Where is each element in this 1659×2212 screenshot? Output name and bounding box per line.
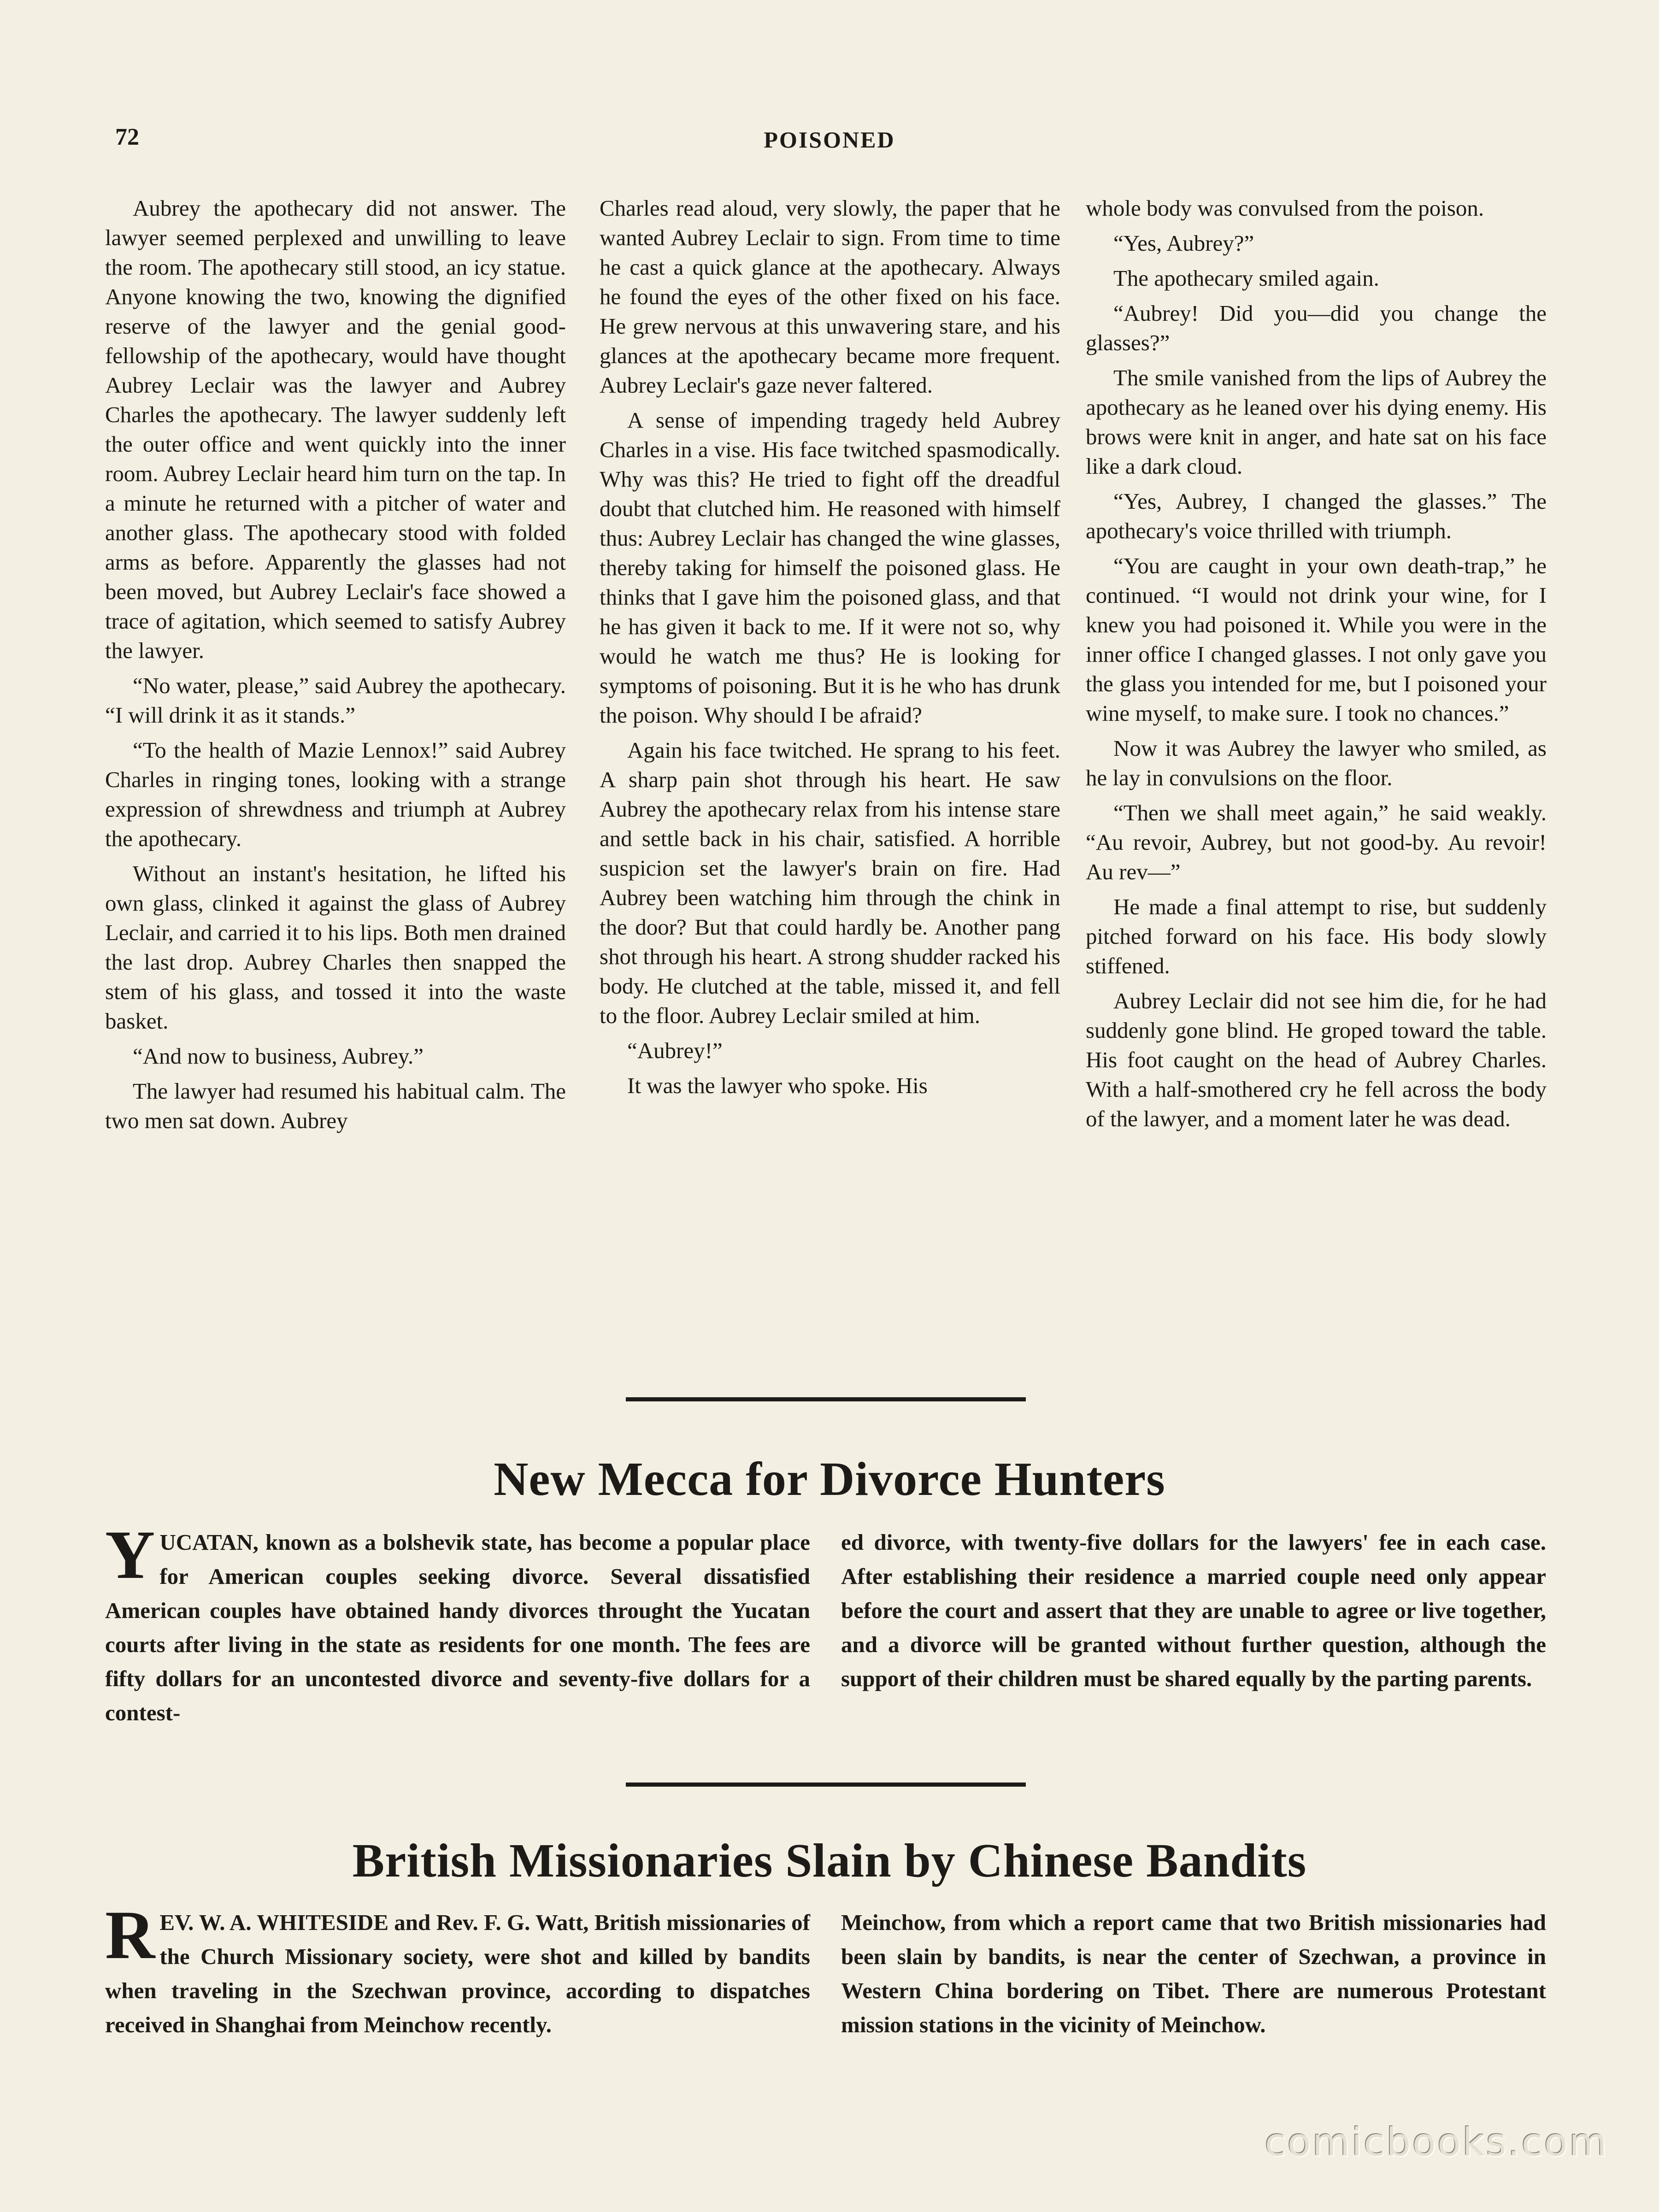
story-column-3: [1086, 194, 1547, 1139]
paragraph: “Yes, Aubrey, I changed the glasses.” The apothecary's voice thrilled with triumph.: [1086, 488, 1547, 543]
paragraph: Without an instant's hesitation, he lifted his own glass, clinked it against the glass of Aubrey Leclair, and carried it to his lips. Both men drained the last drop. Aubrey Charles then snapped the stem of his glass, and tossed it into the waste basket.: [105, 861, 566, 1034]
section-divider: [626, 1783, 1026, 1787]
article-missionaries: [105, 1897, 1555, 2099]
watermark: comicbooks.com: [1265, 2120, 1608, 2165]
paragraph: The apothecary smiled again.: [1113, 265, 1379, 291]
paragraph: The smile vanished from the lips of Aubrey the apothecary as he leaned over his dying enemy. His brows were knit in anger, and hate sat on his face like a dark cloud.: [1086, 365, 1547, 479]
article-text: UCATAN, known as a bolshevik state, has become a popular place for American couples seeking divorce. Several dissatisfied American couples have obtained handy divorces throught the Yucatan courts after living in the state as residents for one month. The fees are fifty dollars for an uncontested divorce and seventy-five dollars for a contest-: [105, 1530, 810, 1725]
article-text: Meinchow, from which a report came that two British missionaries had been slain by bandits, is near the center of Szechwan, a province in Western China bordering on Tibet. There are numerous Protestant mission stations in the vicinity of Meinchow.: [841, 1910, 1546, 2037]
article-text: EV. W. A. WHITESIDE and Rev. F. G. Watt, British missionaries of the Church Missionary society, were shot and killed by bandits when traveling in the Szechwan province, according to dispatches received in Shanghai from Meinchow recently.: [105, 1910, 810, 2037]
paragraph: It was the lawyer who spoke. His: [627, 1073, 928, 1098]
paragraph: “And now to business, Aubrey.”: [133, 1043, 424, 1069]
drop-cap: R: [105, 1897, 155, 1973]
section-divider: [626, 1397, 1026, 1401]
article-column-1: [105, 1517, 810, 1730]
paragraph: Now it was Aubrey the lawyer who smiled, as he lay in convulsions on the floor.: [1086, 735, 1547, 790]
paragraph: He made a final attempt to rise, but suddenly pitched forward on his face. His body slowly stiffened.: [1086, 894, 1547, 978]
story-column-2: [600, 194, 1060, 1106]
page-number: 72: [115, 124, 139, 150]
paragraph: “Yes, Aubrey?”: [1113, 230, 1254, 256]
paragraph: The lawyer had resumed his habitual calm. The two men sat down. Aubrey: [105, 1078, 566, 1133]
story-poisoned: [105, 194, 1555, 1355]
paragraph: Charles read aloud, very slowly, the paper that he wanted Aubrey Leclair to sign. From time to time he cast a quick glance at the apothecary. Always he found the eyes of the other fixed on his face. He grew nervous at this unwavering stare, and his glances at the apothecary became more frequent. Aubrey Leclair's gaze never faltered.: [600, 195, 1060, 398]
paragraph: “Aubrey!”: [627, 1038, 723, 1063]
paragraph: “You are caught in your own death-trap,” he continued. “I would not drink your wine, for I knew you had poisoned it. While you were in the inner office I changed glasses. I not only gave you the glass you intended for me, but I poisoned your wine myself, to make sure. I took no chances.”: [1086, 553, 1547, 726]
headline-divorce: New Mecca for Divorce Hunters: [494, 1453, 1165, 1506]
paragraph: “To the health of Mazie Lennox!” said Aubrey Charles in ringing tones, looking with a strange expression of shrewdness and triumph at Aubrey the apothecary.: [105, 737, 566, 851]
article-text: ed divorce, with twenty-five dollars for the lawyers' fee in each case. After establishing their residence a married couple need only appear before the court and assert that they are unable to agree or live together, and a divorce will be granted without further question, although the support of their children must be shared equally by the parting parents.: [841, 1530, 1546, 1691]
article-column-1: [105, 1897, 810, 2042]
paragraph: A sense of impending tragedy held Aubrey Charles in a vise. His face twitched spasmodically. Why was this? He tried to fight off the dreadful doubt that clutched him. He reasoned with himself thus: Aubrey Leclair has changed the wine glasses, thereby taking for himself the poisoned glass. He thinks that I gave him the poisoned glass, and that he has given it back to me. If it were not so, why would he watch me thus? He is looking for symptoms of poisoning. But it is he who has drunk the poison. Why should I be afraid?: [600, 407, 1060, 728]
drop-cap: Y: [105, 1517, 155, 1593]
paragraph: “Aubrey! Did you—did you change the glasses?”: [1086, 300, 1547, 355]
article-column-2: [841, 1525, 1546, 1696]
story-column-1: [105, 194, 566, 1141]
article-column-2: [841, 1906, 1546, 2042]
paragraph: Aubrey Leclair did not see him die, for he had suddenly gone blind. He groped toward the table. His foot caught on the head of Aubrey Charles. With a half-smothered cry he fell across the body of the lawyer, and a moment later he was dead.: [1086, 988, 1547, 1131]
headline-missionaries: British Missionaries Slain by Chinese Bandits: [352, 1834, 1307, 1887]
paragraph: Aubrey the apothecary did not answer. The lawyer seemed perplexed and unwilling to leave the room. The apothecary still stood, an icy statue. Anyone knowing the two, knowing the dignified reserve of the lawyer and the genial good-fellowship of the apothecary, would have thought Aubrey Leclair was the lawyer and Aubrey Charles the apothecary. The lawyer suddenly left the outer office and went quickly into the inner room. Aubrey Leclair heard him turn on the tap. In a minute he returned with a pitcher of water and another glass. The apothecary stood with folded arms as before. Apparently the glasses had not been moved, but Aubrey Leclair's face showed a trace of agitation, which seemed to satisfy Aubrey the lawyer.: [105, 195, 566, 663]
paragraph: whole body was convulsed from the poison.: [1086, 195, 1484, 221]
paragraph: “No water, please,” said Aubrey the apothecary. “I will drink it as it stands.”: [105, 673, 566, 728]
article-divorce: [105, 1517, 1555, 1747]
paragraph: “Then we shall meet again,” he said weakly. “Au revoir, Aubrey, but not good-by. Au revoir! Au rev—”: [1086, 800, 1547, 884]
running-head: POISONED: [764, 127, 895, 153]
paragraph: Again his face twitched. He sprang to his feet. A sharp pain shot through his heart. He saw Aubrey the apothecary relax from his intense stare and settle back in his chair, satisfied. A horrible suspicion set the lawyer's brain on fire. Had Aubrey been watching him through the chink in the door? But that could hardly be. Another pang shot through his heart. A strong shudder racked his body. He clutched at the table, missed it, and fell to the floor. Aubrey Leclair smiled at him.: [600, 737, 1060, 1028]
